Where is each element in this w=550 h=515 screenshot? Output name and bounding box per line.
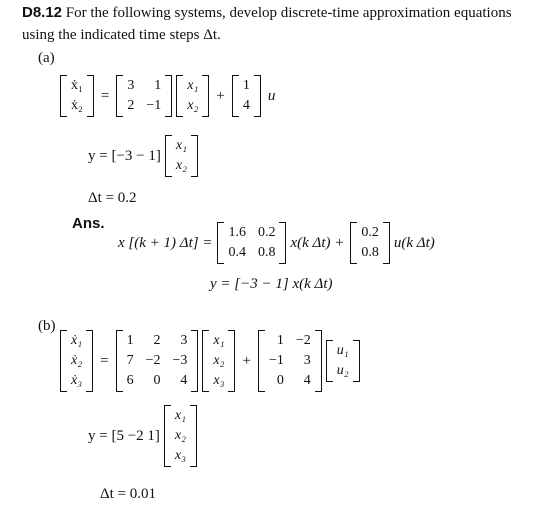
problem-statement bbox=[22, 2, 547, 46]
matrix-entry: x₂ bbox=[213, 353, 225, 368]
matrix-entry: u₂ bbox=[336, 363, 349, 378]
answer-tail: u(k Δt) bbox=[393, 234, 435, 251]
answer-middle: x(k Δt) + bbox=[290, 234, 345, 251]
part-a-answer-output: y = [−3 − 1] x(k Δt) bbox=[210, 276, 333, 292]
matrix-entry: 3 bbox=[127, 78, 135, 93]
answer-lhs: x [(k + 1) Δt] = bbox=[118, 234, 213, 251]
matrix-entry: 0.2 bbox=[361, 225, 379, 240]
matrix-entry: 1 bbox=[154, 78, 162, 93]
matrix-entry: x₁ bbox=[174, 408, 187, 423]
matrix-entry: 6 bbox=[126, 373, 134, 388]
matrix-entry: x₁ bbox=[175, 138, 187, 153]
matrix-entry: 3 bbox=[303, 353, 311, 368]
plus-sign: + bbox=[216, 87, 225, 104]
part-b-state-equation bbox=[60, 330, 360, 392]
part-b-matrix-B bbox=[258, 330, 322, 392]
problem-text: For the following systems, develop discrete-time approximation equations using the indicated time steps Δt. bbox=[22, 5, 512, 43]
part-b-output-prefix: y = [5 −2 1] bbox=[88, 427, 160, 444]
matrix-entry: −3 bbox=[172, 353, 188, 368]
matrix-entry: −1 bbox=[268, 353, 284, 368]
matrix-cells bbox=[171, 405, 190, 467]
matrix-entry: 2 bbox=[153, 333, 161, 348]
matrix-cells bbox=[265, 330, 315, 392]
part-b-state-derivative-vector bbox=[60, 330, 93, 392]
part-a-state-equation bbox=[60, 75, 282, 117]
matrix-entry: ẋ₃ bbox=[71, 373, 83, 388]
part-b-output-vector bbox=[164, 405, 197, 467]
matrix-entry: x₃ bbox=[213, 373, 225, 388]
matrix-entry: x₂ bbox=[187, 98, 199, 113]
matrix-entry: −1 bbox=[146, 98, 162, 113]
part-a-matrix-B bbox=[232, 75, 261, 117]
part-a-answer-state bbox=[118, 222, 435, 264]
part-a-state-derivative-vector bbox=[60, 75, 94, 117]
matrix-entry: ẋ₂ bbox=[71, 98, 83, 113]
equals-sign: = bbox=[100, 87, 110, 104]
matrix-entry: 7 bbox=[126, 353, 134, 368]
answer-matrix-Phi bbox=[217, 222, 286, 264]
problem-number: D8.12 bbox=[22, 4, 63, 21]
matrix-cells bbox=[239, 75, 254, 117]
matrix-cells bbox=[209, 330, 228, 392]
matrix-entry: x₁ bbox=[187, 78, 199, 93]
matrix-cells bbox=[123, 75, 165, 117]
matrix-cells bbox=[183, 75, 202, 117]
matrix-entry: 1.6 bbox=[228, 225, 246, 240]
part-b-label: (b) bbox=[38, 318, 56, 334]
matrix-entry: 0 bbox=[153, 373, 161, 388]
matrix-entry: 4 bbox=[242, 98, 250, 113]
part-a-input: u bbox=[267, 87, 276, 104]
matrix-entry: 0.2 bbox=[257, 225, 276, 240]
matrix-entry: ẋ₁ bbox=[71, 333, 83, 348]
matrix-entry: −2 bbox=[145, 353, 161, 368]
matrix-entry: 1 bbox=[242, 78, 250, 93]
matrix-entry: u₁ bbox=[336, 343, 349, 358]
matrix-entry: ẋ₂ bbox=[71, 353, 83, 368]
matrix-cells bbox=[172, 135, 191, 177]
matrix-entry: 4 bbox=[180, 373, 188, 388]
matrix-entry: ẋ₁ bbox=[71, 78, 83, 93]
part-b-state-vector bbox=[202, 330, 235, 392]
answer-label: Ans. bbox=[72, 215, 105, 232]
matrix-entry: 3 bbox=[180, 333, 188, 348]
part-a-label: (a) bbox=[38, 50, 55, 66]
matrix-entry: 4 bbox=[303, 373, 311, 388]
part-a-matrix-A bbox=[116, 75, 172, 117]
matrix-cells bbox=[333, 340, 353, 382]
matrix-entry: x₁ bbox=[213, 333, 225, 348]
part-a-time-step: Δt = 0.2 bbox=[88, 190, 137, 206]
answer-matrix-Gamma bbox=[350, 222, 390, 264]
part-b-input-vector bbox=[326, 340, 360, 382]
matrix-entry: x₂ bbox=[174, 428, 187, 443]
matrix-cells bbox=[357, 222, 383, 264]
matrix-entry: 2 bbox=[127, 98, 135, 113]
matrix-entry: 1 bbox=[276, 333, 284, 348]
part-b-matrix-A bbox=[116, 330, 199, 392]
matrix-cells bbox=[123, 330, 192, 392]
part-a-output-prefix: y = [−3 − 1] bbox=[88, 147, 161, 164]
matrix-cells bbox=[224, 222, 279, 264]
part-b-time-step: Δt = 0.01 bbox=[100, 486, 157, 502]
matrix-entry: x₃ bbox=[174, 448, 187, 463]
matrix-entry: 0 bbox=[276, 373, 284, 388]
matrix-entry: x₂ bbox=[175, 158, 187, 173]
part-a-output-equation bbox=[88, 135, 198, 177]
matrix-entry: −2 bbox=[295, 333, 311, 348]
matrix-entry: 1 bbox=[126, 333, 134, 348]
part-b-output-equation bbox=[88, 405, 197, 467]
equals-sign: = bbox=[100, 352, 109, 369]
matrix-cells bbox=[67, 75, 87, 117]
plus-sign: + bbox=[242, 352, 251, 369]
matrix-entry: 0.8 bbox=[257, 245, 276, 260]
matrix-entry: 0.4 bbox=[228, 245, 246, 260]
matrix-entry: 0.8 bbox=[361, 245, 379, 260]
matrix-cells bbox=[67, 330, 86, 392]
part-a-state-vector bbox=[176, 75, 209, 117]
part-a-output-vector bbox=[165, 135, 198, 177]
